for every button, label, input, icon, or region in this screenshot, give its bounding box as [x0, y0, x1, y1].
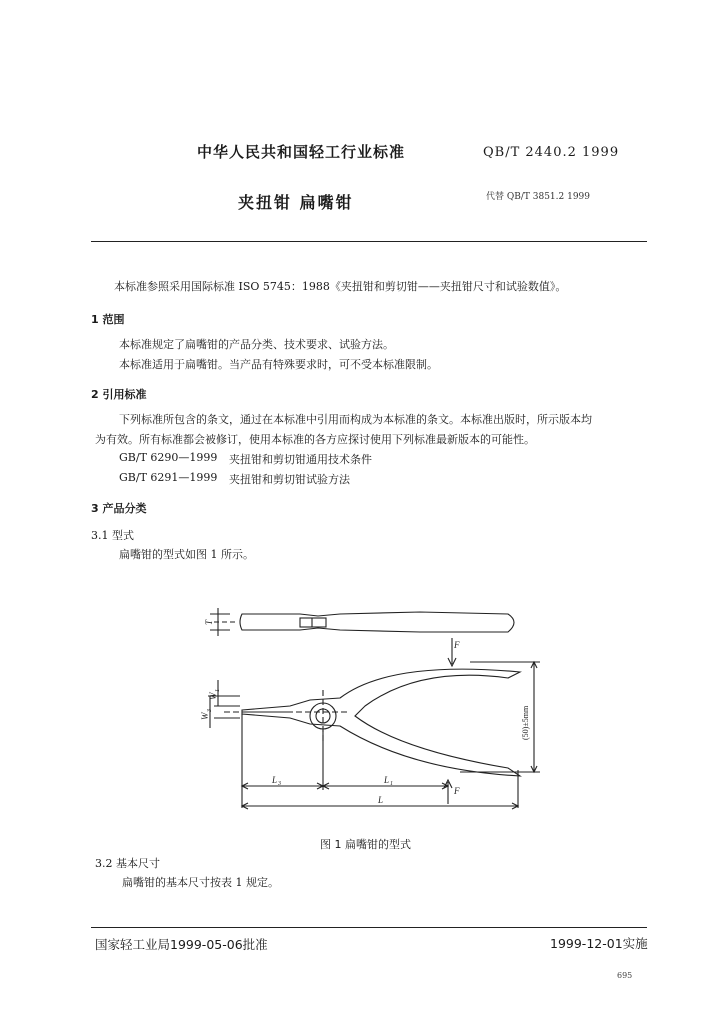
page-number: 695 [617, 971, 633, 980]
section-3-2-heading: 3.2 基本尺寸 [95, 857, 160, 870]
pliers-top-view [210, 608, 514, 636]
approval-date: 国家轻工业局1999-05-06批准 [95, 937, 268, 952]
section-3-1-paragraph: 扁嘴钳的型式如图 1 所示。 [119, 548, 254, 561]
label-t: T [204, 619, 214, 625]
issuer-title: 中华人民共和国轻工行业标准 [197, 143, 406, 161]
label-f-bottom: F [454, 786, 460, 796]
section-3-1-heading: 3.1 型式 [91, 529, 134, 542]
label-l1-sub: 1 [390, 781, 393, 787]
reference-1-title: 夹扭钳和剪切钳通用技术条件 [229, 453, 372, 466]
label-l1: L [384, 775, 390, 785]
header-rule [91, 241, 647, 242]
section-2-heading: 2 引用标准 [91, 388, 147, 401]
reference-2-code: GB/T 6291—1999 [119, 471, 218, 484]
reference-2-title: 夹扭钳和剪切钳试验方法 [229, 473, 350, 486]
section-3-2-paragraph: 扁嘴钳的基本尺寸按表 1 规定。 [122, 876, 279, 889]
section-1-paragraph-2: 本标准适用于扁嘴钳。当产品有特殊要求时，可不受本标准限制。 [119, 358, 438, 371]
reference-1-code: GB/T 6290—1999 [119, 451, 218, 464]
section-1-paragraph-1: 本标准规定了扁嘴钳的产品分类、技术要求、试验方法。 [119, 338, 394, 351]
label-dimension-50: (50)±5mm [521, 705, 530, 740]
replaces-note: 代替 QB/T 3851.2 1999 [486, 192, 591, 202]
pliers-front-view [208, 638, 540, 809]
document-title: 夹扭钳 扁嘴钳 [238, 193, 354, 212]
section-2-paragraph-1: 下列标准所包含的条文，通过在本标准中引用而构成为本标准的条文。本标准出版时，所示版本均 [119, 413, 592, 426]
effective-date: 1999-12-01实施 [550, 936, 648, 951]
section-3-heading: 3 产品分类 [91, 502, 147, 515]
standard-code: QB/T 2440.2 1999 [483, 145, 620, 160]
footer-rule [91, 927, 647, 928]
label-f-top: F [454, 640, 460, 650]
section-2-paragraph-1-cont: 为有效。所有标准都会被修订，使用本标准的各方应探讨使用下列标准最新版本的可能性。 [95, 433, 535, 446]
label-w3: W [200, 712, 210, 720]
label-w1: W [208, 692, 218, 700]
label-w3-sub: 3 [207, 709, 213, 712]
label-l3: L [272, 775, 278, 785]
label-w1-sub: 1 [215, 689, 221, 692]
figure-caption: 图 1 扁嘴钳的型式 [320, 838, 411, 851]
section-1-heading: 1 范围 [91, 313, 125, 326]
figure-flat-nose-pliers [190, 600, 550, 820]
label-l3-sub: 3 [278, 781, 281, 787]
label-l: L [378, 795, 384, 805]
intro-paragraph: 本标准参照采用国际标准 ISO 5745：1988《夹扭钳和剪切钳——夹扭钳尺寸和试验数值》。 [114, 280, 567, 293]
